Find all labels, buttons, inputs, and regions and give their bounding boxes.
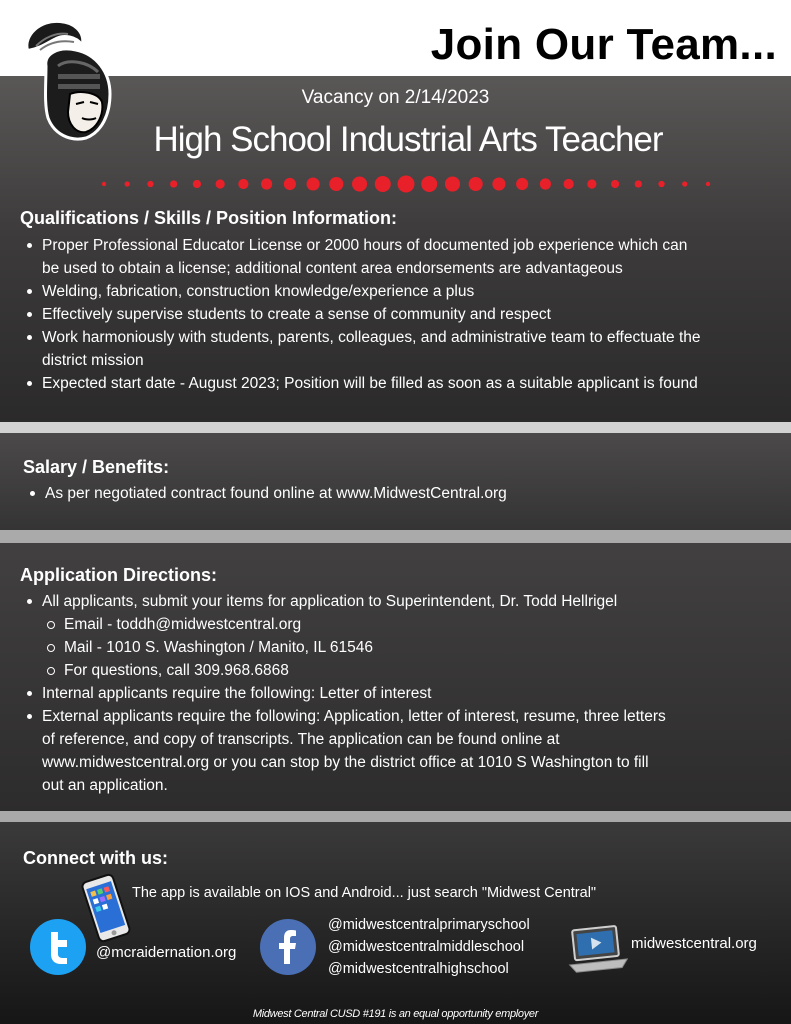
decorative-dot [307,177,320,190]
contact-sublist [42,613,762,682]
footer-note: Midwest Central CUSD #191 is an equal opportunity employer [252,1008,539,1020]
decorative-dot [635,180,642,187]
app-availability-text: The app is available on IOS and Android... just search "Midwest Central" [132,885,597,901]
qualifications-list [22,234,782,395]
decorative-dot [216,179,225,188]
decorative-dot [375,176,391,192]
facebook-page-middle[interactable]: @midwestcentralmiddleschool [328,939,525,955]
connect-heading: Connect with us: [23,848,168,868]
decorative-dot [445,176,460,191]
divider [0,811,791,822]
qualifications-heading: Qualifications / Skills / Position Information: [20,208,398,228]
divider [0,422,791,433]
decorative-dot [284,178,296,190]
decorative-dot-row [96,173,716,195]
decorative-dot [238,179,248,189]
application-list [22,590,762,797]
list-item: Welding, fabrication, construction knowledge/experience a plus [22,280,782,303]
smartphone-icon [80,873,132,943]
list-item: Work harmoniously with students, parents, colleagues, and administrative team to effectuate the district mission [22,326,782,372]
website-link[interactable]: midwestcentral.org [631,935,757,952]
list-item: As per negotiated contract found online at www.MidwestCentral.org [25,482,765,505]
list-item: Expected start date - August 2023; Position will be filled as soon as a suitable applicant is found [22,372,782,395]
application-heading: Application Directions: [20,565,218,585]
job-title: High School Industrial Arts Teacher [153,120,663,159]
decorative-dot [193,180,201,188]
sub-item-email: Email - toddh@midwestcentral.org [42,613,762,636]
decorative-dot [658,181,664,187]
facebook-page-primary[interactable]: @midwestcentralprimaryschool [328,917,530,933]
twitter-icon[interactable] [29,918,87,976]
facebook-page-high[interactable]: @midwestcentralhighschool [328,961,509,977]
list-item: External applicants require the following: Application, letter of interest, resume, three letters of reference, and copy of transcripts. The application can be found online at www.midwestcentral.org or you can stop by the district office at 1010 S Washington to fill out an application. [22,705,762,797]
decorative-dot [682,181,687,186]
vacancy-date: Vacancy on 2/14/2023 [301,87,490,108]
facebook-icon[interactable] [259,918,317,976]
salary-list [25,482,765,505]
decorative-dot [147,181,153,187]
facebook-pages-list [328,914,530,980]
divider [0,530,791,543]
salary-heading: Salary / Benefits: [23,457,170,477]
decorative-dot [611,180,619,188]
laptop-icon [566,920,628,976]
decorative-dot [125,181,130,186]
decorative-dot [706,182,710,186]
decorative-dot [102,182,106,186]
list-item: All applicants, submit your items for application to Superintendent, Dr. Todd Hellrigel Email - toddh@midwestcentral.org Mail - 1010 S. Washington / Manito, IL 61546 For questions, call 309.968.6868 [22,590,762,682]
decorative-dot [170,180,177,187]
decorative-dot [492,177,505,190]
twitter-handle[interactable]: @mcraidernation.org [96,944,237,961]
header-bar [0,0,791,76]
decorative-dot [352,176,367,191]
decorative-dot [329,177,343,191]
page-title: Join Our Team... [430,20,777,69]
decorative-dot [469,177,483,191]
list-item: Internal applicants require the following: Letter of interest [22,682,762,705]
sub-item-mail: Mail - 1010 S. Washington / Manito, IL 61546 [42,636,762,659]
list-item: Proper Professional Educator License or 2000 hours of documented job experience which can be used to obtain a license; additional content area endorsements are advantageous [22,234,782,280]
decorative-dot [516,178,528,190]
list-item: Effectively supervise students to create a sense of community and respect [22,303,782,326]
decorative-dot [564,179,574,189]
decorative-dot [261,178,272,189]
decorative-dot [398,176,415,193]
decorative-dot [540,178,551,189]
sub-item-phone: For questions, call 309.968.6868 [42,659,762,682]
decorative-dot [587,179,596,188]
decorative-dot [421,176,437,192]
